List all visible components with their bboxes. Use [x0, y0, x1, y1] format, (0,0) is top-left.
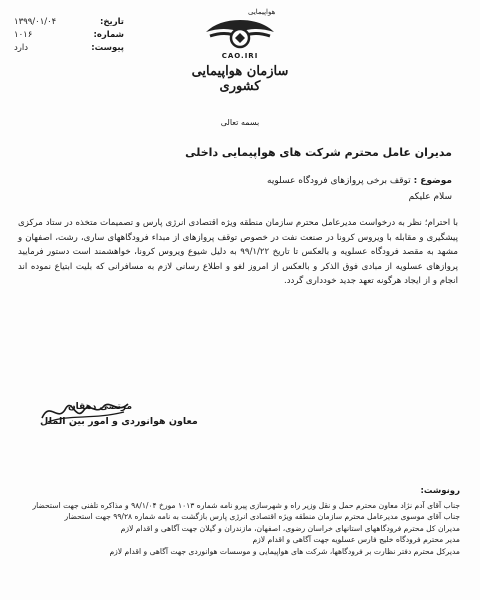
signatory-name: مرتضی دهقان: [68, 402, 133, 412]
cc-section: [16, 486, 460, 558]
date-label: تاریخ:: [100, 17, 124, 27]
signatory-title: معاون هوانوردی و امور بین الملل: [40, 416, 198, 427]
date-value: ۱۳۹۹/۰۱/۰۴: [14, 17, 57, 27]
cao-logo: [170, 8, 310, 94]
greeting: سلام علیکم: [408, 192, 452, 202]
addressee: مدیران عامل محترم شرکت های هواپیمایی داخلی: [185, 146, 452, 159]
attachment-label: پیوست:: [91, 43, 124, 53]
letter-body: با احترام؛ نظر به درخواست مدیرعامل محترم سازمان منطقه ویژه اقتصادی انرژی پارس و تصمیمات متخذه در ستاد مرکزی پیشگیری و مقابله با ویروس کرونا در صنعت نفت در خصوص توقف پروازهای از مبداء فرودگاههای ساری، رشت، اصفهان و مشهد به مقصد فرودگاه عسلویه و بالعکس تا تاریخ ۹۹/۱/۲۲ به دلیل شیوع ویروس کرونا، خواهشمند است دستور فرمایید پروازهای عسلویه از مبادی فوق الذکر و بالعکس از امروز لغو و اطلاع رسانی لازم به مسافرانی که بلیت ابتیاع نموده اند انجام و از ایجاد هرگونه تعهد جدید خودداری گردد.: [18, 218, 458, 287]
subject-text: توقف برخی پروازهای فرودگاه عسلویه: [267, 176, 411, 186]
number-label: شماره:: [93, 30, 124, 40]
cc-heading: رونوشت:: [420, 486, 460, 496]
cc-item: جناب آقای آدم نژاد معاون محترم حمل و نقل وزیر راه و شهرسازی پیرو نامه شماره ۱۰۱۳ مورخ ۹۸/۱/۰۴ و مذاکره تلفنی جهت استحضار: [32, 500, 460, 510]
basmala: بسمه تعالی: [220, 118, 260, 127]
cc-item: مدیران کل محترم فرودگاههای استانهای خراسان رضوی، اصفهان، مازندران و گیلان جهت آگاهی و اقدام لازم: [120, 523, 460, 533]
number-value: ۱۰۱۶: [14, 30, 33, 40]
attachment-value: دارد: [14, 43, 29, 53]
subject-label: موضوع :: [413, 176, 452, 186]
cc-item: جناب آقای موسوی مدیرعامل محترم سازمان منطقه ویژه اقتصادی انرژی پارس بازگشت به نامه شماره ۹۹/۲۸ جهت استحضار: [64, 512, 460, 522]
cc-item: مدیر محترم فرودگاه خلیج فارس عسلویه جهت آگاهی و اقدام لازم: [252, 535, 460, 545]
organization-name: سازمان هواپیمایی کشوری: [191, 64, 289, 94]
logo-abbreviation: CAO.IRI: [221, 52, 259, 60]
wings-emblem-icon: [204, 14, 276, 54]
cc-item: مدیرکل محترم دفتر نظارت بر فرودگاهها، شرکت های هواپیمایی و موسسات هوانوردی جهت آگاهی و اقدام لازم: [109, 546, 460, 556]
logo-subtitle: هواپیمایی: [248, 8, 276, 16]
subject-line: [267, 176, 452, 186]
letter-meta: [14, 16, 124, 55]
